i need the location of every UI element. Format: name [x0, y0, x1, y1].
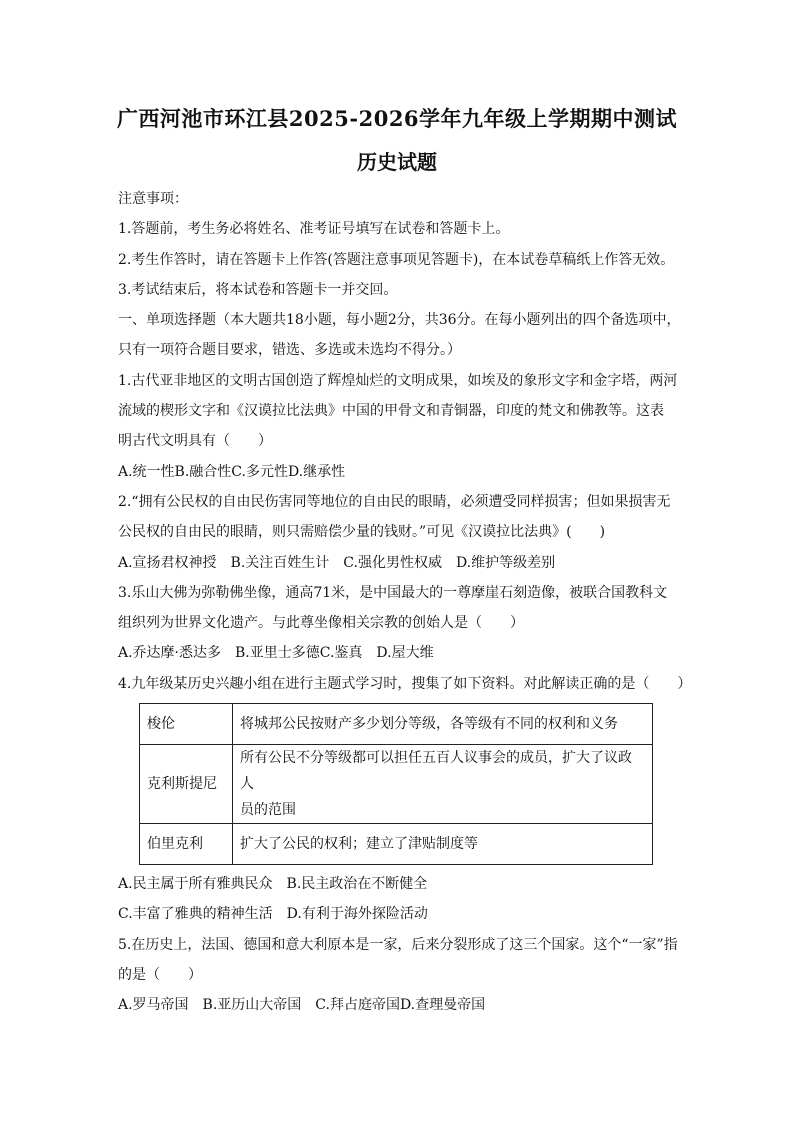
document-subtitle: 历史试题	[357, 150, 437, 174]
reform-description: 将城邦公民按财产多少划分等级，各等级有不同的权利和义务	[233, 704, 653, 745]
question-2-stem: 公民权的自由民的眼睛，则只需赔偿少量的钱财。”可见《汉谟拉比法典》( )	[118, 524, 606, 541]
table-row	[140, 745, 653, 824]
question-4-options: C.丰富了雅典的精神生活 D.有利于海外探险活动	[118, 906, 428, 923]
question-4-options: A.民主属于所有雅典民众 B.民主政治在不断健全	[118, 876, 428, 893]
section-instructions: 一、单项选择题（本大题共18小题，每小题2分，共36分。在每小题列出的四个备选项中，	[118, 312, 681, 329]
question-4-stem: 4.九年级某历史兴趣小组在进行主题式学习时，搜集了如下资料。对此解读正确的是（ ）	[118, 675, 692, 692]
question-5-stem: 5.在历史上，法国、德国和意大利原本是一家，后来分裂形成了这三个国家。这个“一家”指	[118, 936, 678, 953]
question-3-stem: 组织列为世界文化遗产。与此尊坐像相关宗教的创始人是（ ）	[118, 615, 524, 632]
reformer-name: 梭伦	[140, 704, 233, 745]
reform-description-line: 所有公民不分等级都可以担任五百人议事会的成员，扩大了议政人	[240, 750, 632, 793]
exam-content	[118, 184, 692, 1021]
question-4-table	[139, 703, 653, 865]
question-3-stem: 3.乐山大佛为弥勒佛坐像，通高71米，是中国最大的一尊摩崖石刻造像，被联合国教科文	[118, 584, 668, 601]
question-5-stem: 的是（ ）	[118, 966, 202, 983]
notice-item: 2.考生作答时，请在答题卡上作答(答题注意事项见答题卡)，在本试卷草稿纸上作答无效。	[118, 251, 675, 268]
question-2-stem: 2.“拥有公民权的自由民伤害同等地位的自由民的眼睛，必须遭受同样损害；但如果损害无	[118, 493, 671, 510]
document-title: 广西河池市环江县2025-2026学年九年级上学期期中测试	[116, 106, 678, 131]
reform-description	[233, 745, 653, 824]
question-2-options: A.宣扬君权神授 B.关注百姓生计 C.强化男性权威 D.维护等级差别	[118, 554, 556, 571]
table-row	[140, 824, 653, 865]
notice-item: 1.答题前，考生务必将姓名、准考证号填写在试卷和答题卡上。	[118, 221, 510, 238]
question-1-stem: 流域的楔形文字和《汉谟拉比法典》中国的甲骨文和青铜器，印度的梵文和佛教等。这表	[118, 403, 664, 420]
notice-item: 3.考试结束后，将本试卷和答题卡一并交回。	[118, 281, 398, 298]
reform-description: 扩大了公民的权利；建立了津贴制度等	[233, 824, 653, 865]
reformer-name: 克利斯提尼	[140, 745, 233, 824]
question-3-options: A.乔达摩·悉达多 B.亚里士多德C.鉴真 D.屋大维	[118, 645, 434, 662]
question-1-stem: 明古代文明具有（ ）	[118, 433, 272, 450]
question-5-options: A.罗马帝国 B.亚历山大帝国 C.拜占庭帝国D.查理曼帝国	[118, 997, 486, 1014]
question-1-stem: 1.古代亚非地区的文明古国创造了辉煌灿烂的文明成果，如埃及的象形文字和金字塔，两河	[118, 372, 678, 389]
question-1-options: A.统一性B.融合性C.多元性D.继承性	[118, 463, 346, 480]
table-row	[140, 704, 653, 745]
reform-description-line: 员的范围	[240, 802, 296, 819]
reformer-name: 伯里克利	[140, 824, 233, 865]
notice-heading: 注意事项：	[118, 191, 188, 207]
section-instructions: 只有一项符合题目要求，错选、多选或未选均不得分。）	[118, 342, 461, 359]
